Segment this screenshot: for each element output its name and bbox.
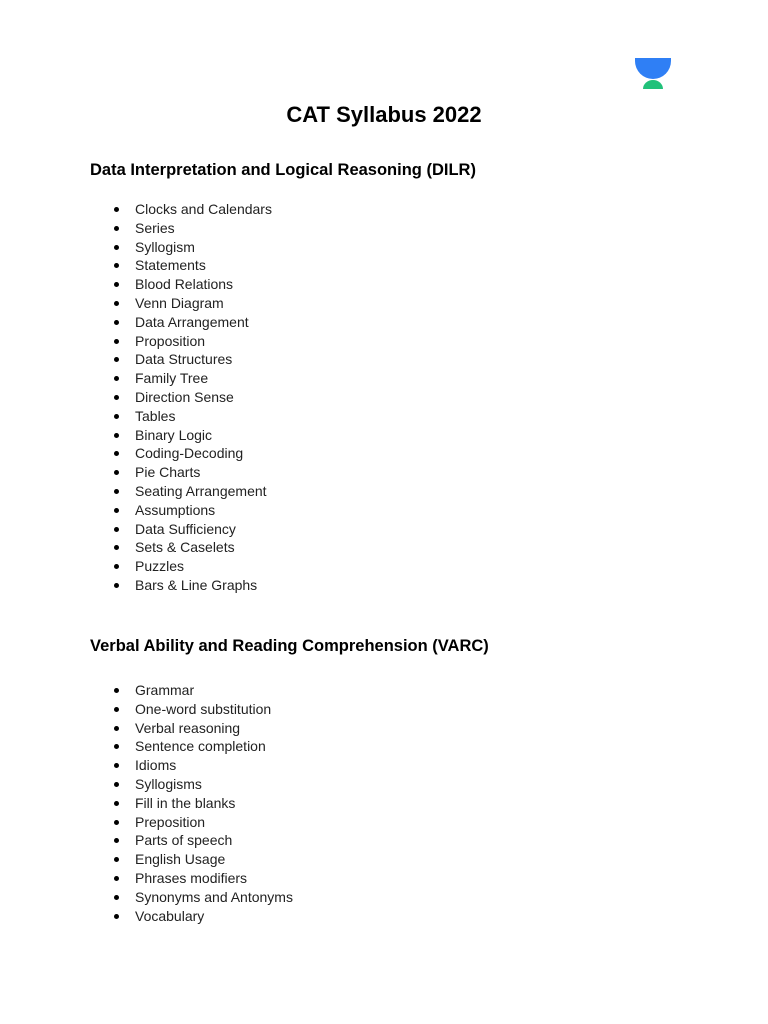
- logo-bottom-shape: [643, 80, 663, 89]
- list-item: Phrases modifiers: [0, 869, 293, 888]
- varc-topic-list: [0, 681, 293, 925]
- list-item: Seating Arrangement: [0, 482, 272, 501]
- list-item: Syllogism: [0, 238, 272, 257]
- list-item: One-word substitution: [0, 700, 293, 719]
- list-item: Sets & Caselets: [0, 538, 272, 557]
- list-item: Binary Logic: [0, 426, 272, 445]
- unacademy-logo-icon: [635, 58, 671, 89]
- list-item: Data Sufficiency: [0, 520, 272, 539]
- list-item: English Usage: [0, 850, 293, 869]
- list-item: Pie Charts: [0, 463, 272, 482]
- list-item: Synonyms and Antonyms: [0, 888, 293, 907]
- list-item: Clocks and Calendars: [0, 200, 272, 219]
- list-item: Syllogisms: [0, 775, 293, 794]
- varc-section-heading: Verbal Ability and Reading Comprehension (VARC): [90, 637, 489, 655]
- list-item: Preposition: [0, 813, 293, 832]
- list-item: Idioms: [0, 756, 293, 775]
- list-item: Puzzles: [0, 557, 272, 576]
- list-item: Series: [0, 219, 272, 238]
- list-item: Direction Sense: [0, 388, 272, 407]
- list-item: Family Tree: [0, 369, 272, 388]
- list-item: Tables: [0, 407, 272, 426]
- list-item: Venn Diagram: [0, 294, 272, 313]
- logo-top-shape: [635, 58, 671, 79]
- list-item: Vocabulary: [0, 907, 293, 926]
- list-item: Statements: [0, 256, 272, 275]
- list-item: Assumptions: [0, 501, 272, 520]
- list-item: Verbal reasoning: [0, 719, 293, 738]
- list-item: Grammar: [0, 681, 293, 700]
- list-item: Data Arrangement: [0, 313, 272, 332]
- list-item: Fill in the blanks: [0, 794, 293, 813]
- list-item: Data Structures: [0, 350, 272, 369]
- list-item: Coding-Decoding: [0, 444, 272, 463]
- dilr-section-heading: Data Interpretation and Logical Reasoning (DILR): [90, 161, 476, 179]
- dilr-topic-list: [0, 200, 272, 595]
- list-item: Parts of speech: [0, 831, 293, 850]
- list-item: Bars & Line Graphs: [0, 576, 272, 595]
- list-item: Proposition: [0, 332, 272, 351]
- list-item: Sentence completion: [0, 737, 293, 756]
- document-title: CAT Syllabus 2022: [286, 102, 482, 127]
- list-item: Blood Relations: [0, 275, 272, 294]
